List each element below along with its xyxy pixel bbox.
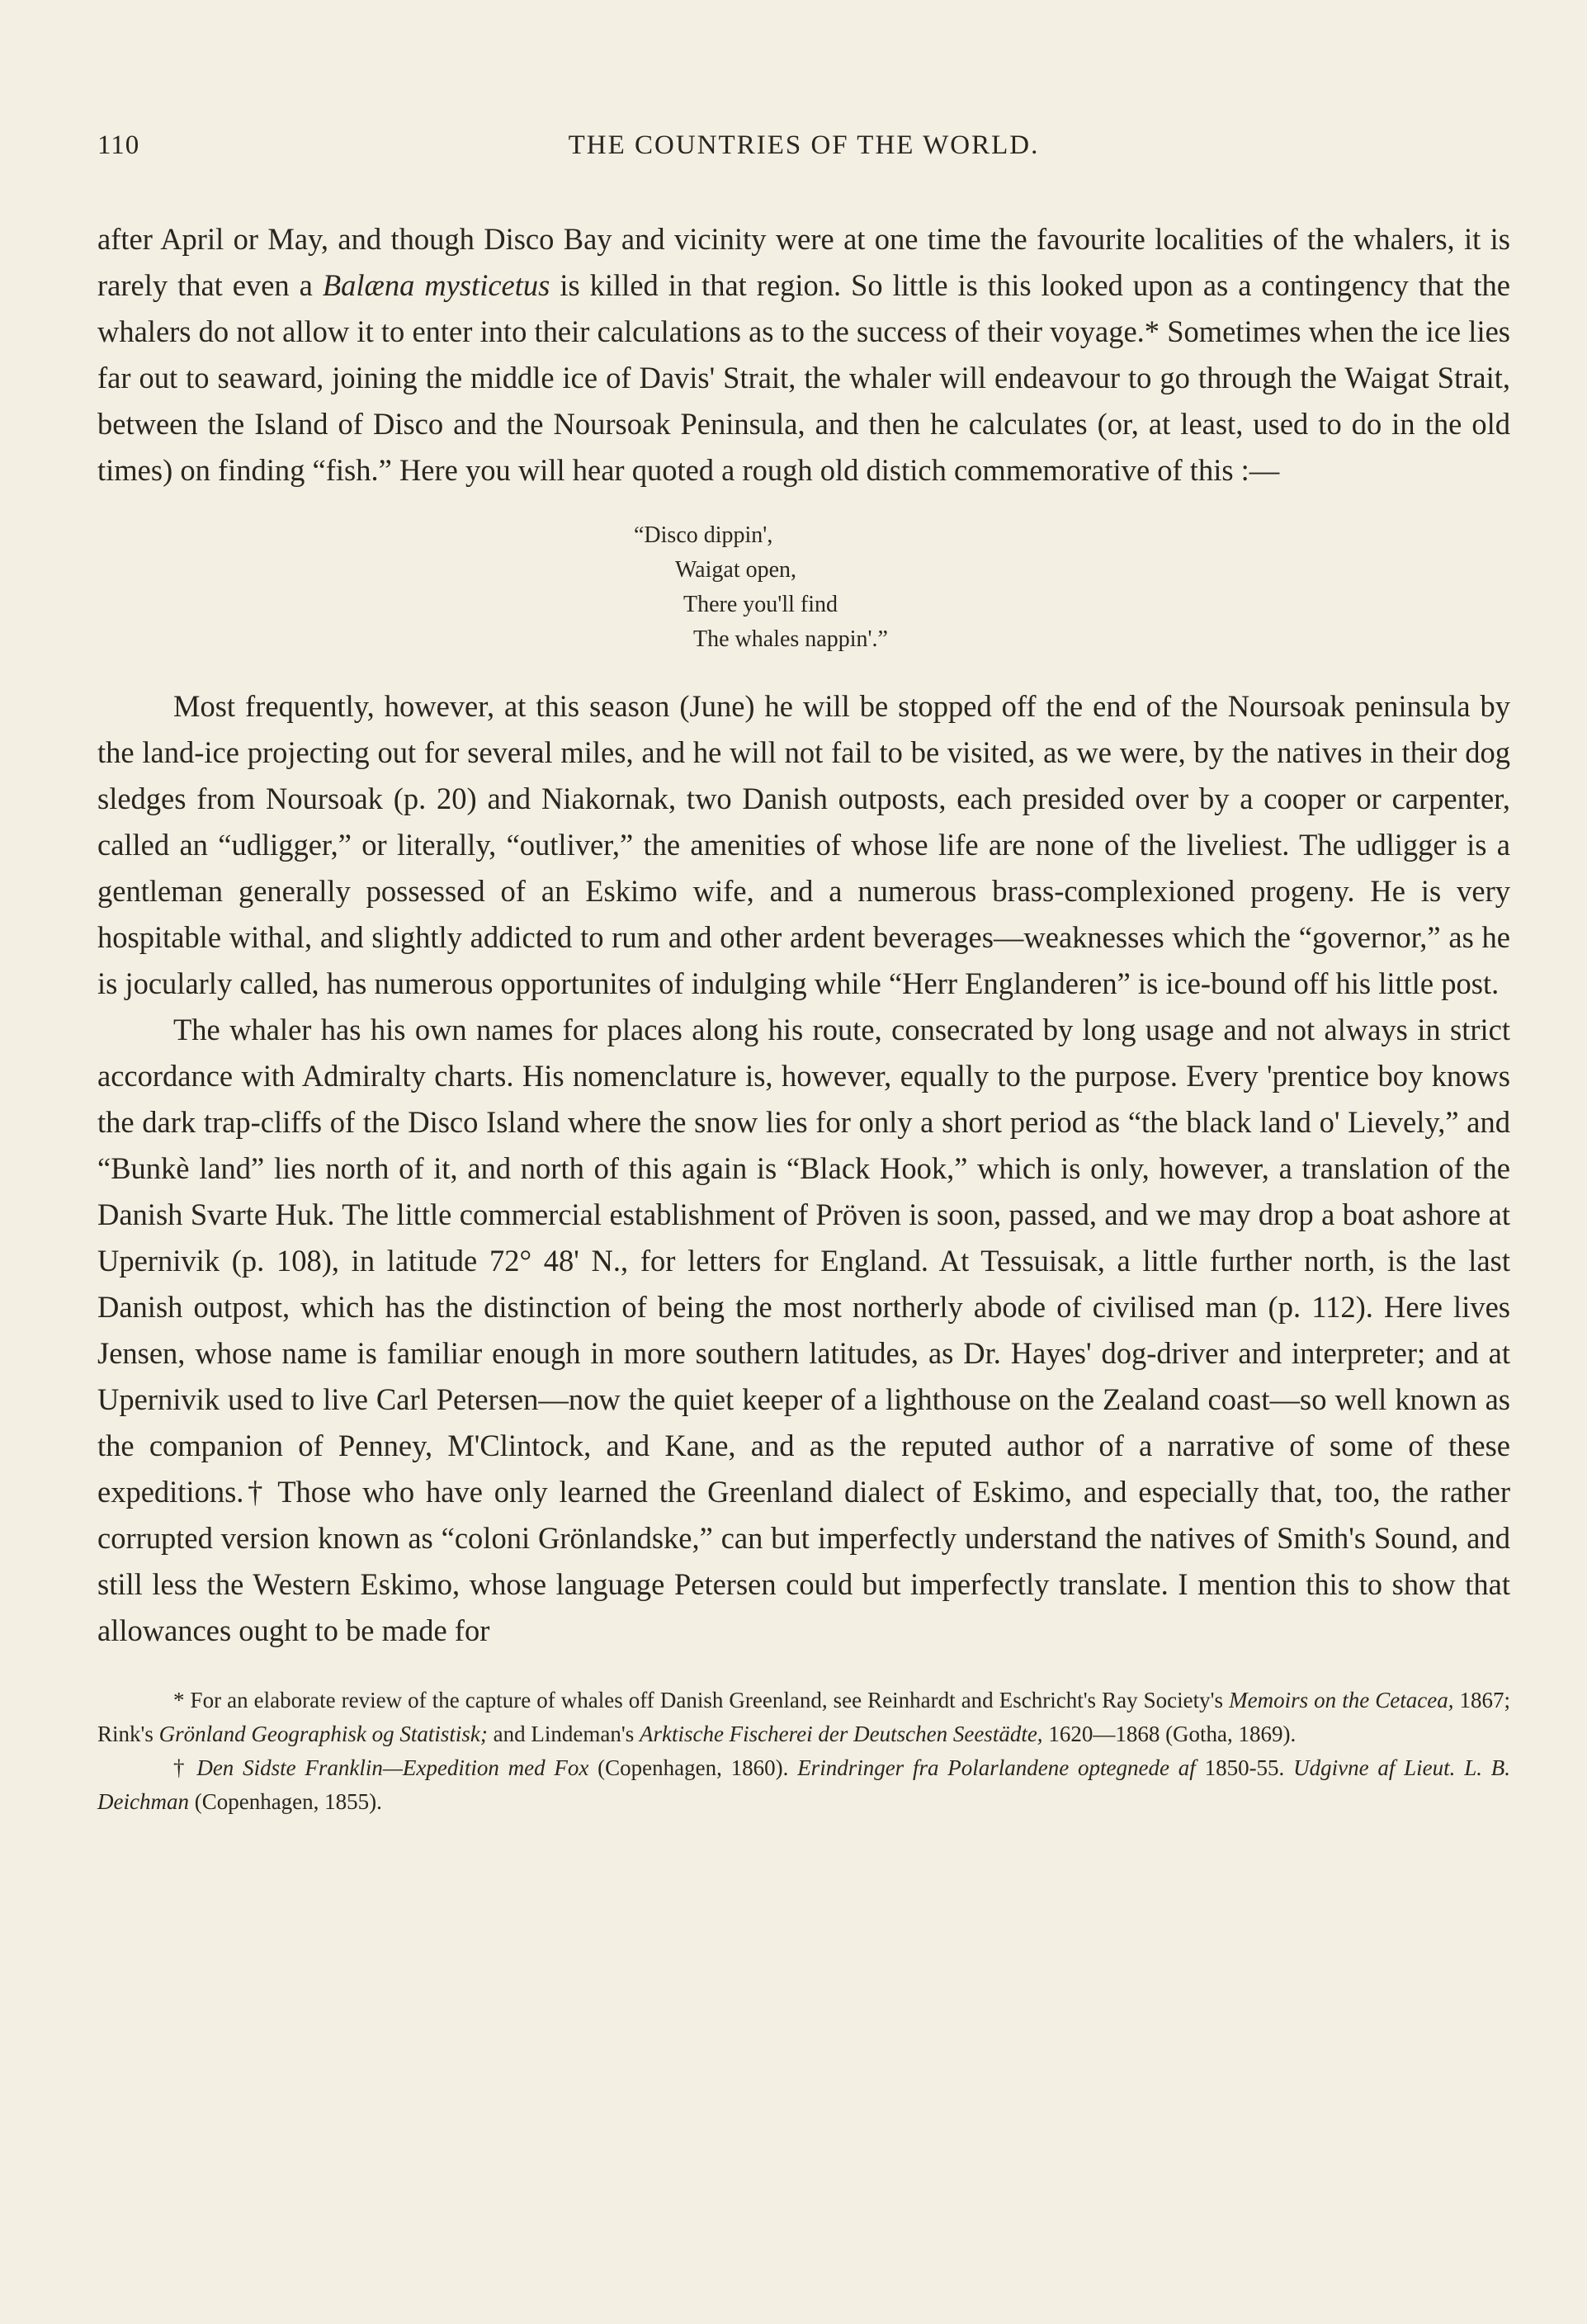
running-title: THE COUNTRIES OF THE WORLD. xyxy=(568,130,1040,160)
paragraph-2: Most frequently, however, at this season (June) he will be stopped off the end of the Noursoak peninsula by the land-ice projecting out for several miles, and he will not fail to be visited, as we were, by the natives in their dog sledges from Noursoak (p. 20) and Niakornak, two Danish outposts, each presided over by a cooper or carpenter, called an “udligger,” or literally, “outliver,” the amenities of whose life are none of the liveliest. The udligger is a gentleman generally possessed of an Eskimo wife, and a numerous brass-complexioned progeny. He is very hospitable withal, and slightly addicted to rum and other ardent beverages—weaknesses which the “governor,” as he is jocularly called, has numerous opportunites of indulging while “Herr Englanderen” is ice-bound off his little post. xyxy=(97,689,1510,1000)
body-text xyxy=(97,216,1510,1654)
footnotes xyxy=(97,1684,1510,1819)
paragraph-1 xyxy=(97,216,1510,494)
verse-line-4: The whales nappin'.” xyxy=(693,626,888,652)
verse-line-2: Waigat open, xyxy=(675,557,797,583)
footnote-2-part-4: (Copenhagen, 1855). xyxy=(188,1789,382,1814)
footnote-1-part-1: * For an elaborate review of the capture of whales off Danish Greenland, see Reinhardt and Eschricht's Ray Society's xyxy=(173,1688,1230,1712)
paragraph-1-text-b: is killed in that region. So little is this looked upon as a contingency that the whalers do not allow it to enter into their calculations as to the success of their voyage.* Sometimes when the ice lies far out to seaward, joining the middle ice of Davis' Strait, the whaler will endeavour to go through the Waigat Strait, between the Island of Disco and the Noursoak Peninsula, and then he calculates (or, at least, used to do in the old times) on finding “fish.” Here you will hear quoted a rough old distich commemorative of this :— xyxy=(97,268,1510,487)
footnote-1-title-1: Memoirs on the Cetacea, xyxy=(1229,1688,1454,1712)
footnote-2-part-1: † xyxy=(173,1755,197,1780)
footnote-2-part-3: 1850-55. xyxy=(1195,1755,1294,1780)
running-head xyxy=(97,124,1510,173)
footnote-1-title-2: Grönland Geographisk og Statistisk; xyxy=(158,1722,488,1746)
verse-line-1: “Disco dippin', xyxy=(634,522,773,548)
footnote-1 xyxy=(97,1684,1510,1751)
footnote-1-part-2: 1867; Rink's xyxy=(97,1688,1511,1746)
footnote-1-part-3: and Lindeman's xyxy=(487,1722,640,1746)
paragraph-1-text-a: after April or May, and though Disco Bay and vicinity were at one time the favourite localities of the whalers, it is rarely that even a xyxy=(97,222,1510,302)
book-page xyxy=(97,124,1510,1819)
paragraph-3: The whaler has his own names for places along his route, consecrated by long usage and not always in strict accordance with Admiralty charts. His nomenclature is, however, equally to the purpose. Every 'prentice boy knows the dark trap-cliffs of the Disco Island where the snow lies for only a short period as “the black land o' Lievely,” and “Bunkè land” lies north of it, and north of this again is “Black Hook,” which is only, however, a translation of the Danish Svarte Huk. The little commercial establishment of Pröven is soon, passed, and we may drop a boat ashore at Upernivik (p. 108), in latitude 72° 48' N., for letters for England. At Tessuisak, a little further north, is the last Danish outpost, which has the distinction of being the most northerly abode of civilised man (p. 112). Here lives Jensen, whose name is familiar enough in more southern latitudes, as Dr. Hayes' dog-driver and interpreter; and at Upernivik used to live Carl Petersen—now the quiet keeper of a lighthouse on the Zealand coast—so well known as the companion of Penney, M'Clintock, and Kane, and as the reputed author of a narrative of some of these expeditions.† Those who have only learned the Greenland dialect of Eskimo, and especially that, too, the rather corrupted version known as “coloni Grönlandske,” can but imperfectly understand the natives of Smith's Sound, and still less the Western Eskimo, whose language Petersen could but imperfectly translate. I mention this to show that allowances ought to be made for xyxy=(97,1013,1510,1647)
footnote-2-title-2: Erindringer fra Polarlandene optegnede af xyxy=(797,1755,1196,1780)
page-number: 110 xyxy=(97,130,140,160)
footnote-2-title-3: Udgivne af Lieut. L. B. Deichman xyxy=(97,1755,1510,1814)
footnote-2 xyxy=(97,1751,1510,1819)
species-name: Balæna mysticetus xyxy=(322,268,550,302)
footnote-2-title-1: Den Sidste Franklin—Expedition med Fox xyxy=(196,1755,589,1780)
footnote-1-title-3: Arktische Fischerei der Deutschen Seestädte, xyxy=(639,1722,1043,1746)
verse-line-3: There you'll find xyxy=(683,592,838,617)
footnote-2-part-2: (Copenhagen, 1860). xyxy=(588,1755,798,1780)
footnote-1-part-4: 1620—1868 (Gotha, 1869). xyxy=(1042,1722,1297,1746)
distich-verse xyxy=(634,518,1510,657)
